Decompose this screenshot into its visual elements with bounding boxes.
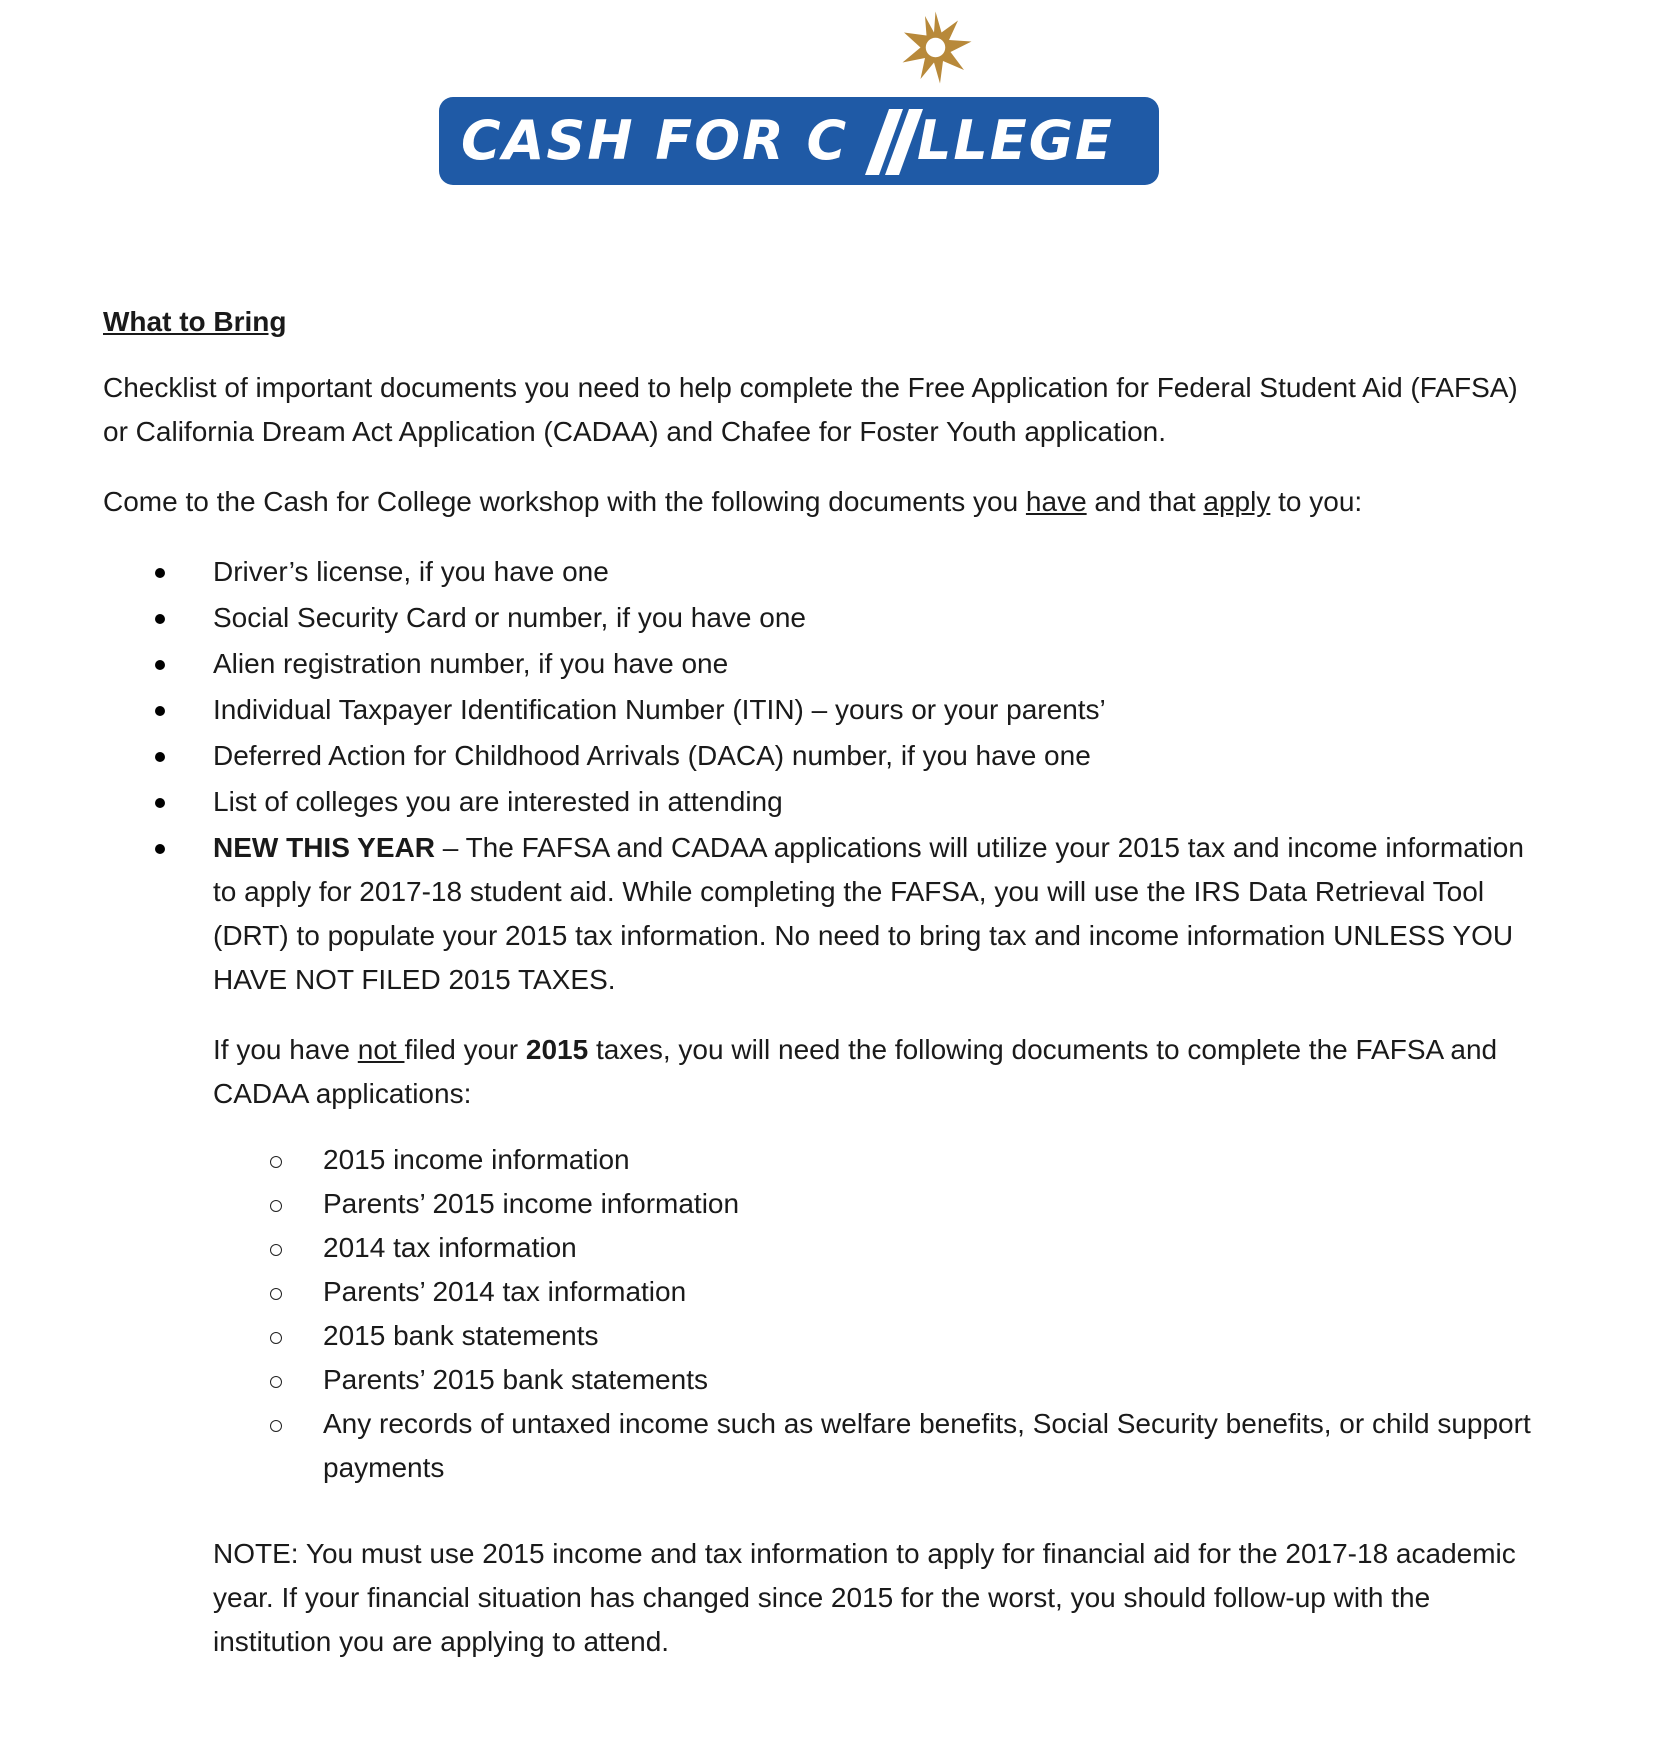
note-paragraph: NOTE: You must use 2015 income and tax information to apply for financial aid for the 2017-18 academic year. If your financial situation has changed since 2015 for the worst, you should follow-up with the institution you are applying to attend. (213, 1538, 1516, 1657)
logo-text-right: LLEGE (917, 109, 1114, 172)
not-filed-text: taxes, you will need the following documents to complete the FAFSA and CADAA applications: (213, 1034, 1498, 1109)
have-underlined: have (1025, 486, 1087, 517)
sub-list-item: Parents’ 2014 tax information (323, 1270, 1553, 1314)
logo-bar (439, 97, 1159, 185)
come-text: Come to the Cash for College workshop with the following documents you (103, 486, 1026, 517)
come-text: and that (1086, 486, 1204, 517)
intro-paragraph: Checklist of important documents you need to help complete the Free Application for Federal Student Aid (FAFSA) or California Dream Act Application (CADAA) and Chafee for Foster Youth application. (103, 372, 1518, 447)
list-item: Driver’s license, if you have one (213, 550, 1543, 594)
not-filed-text: filed your (404, 1034, 526, 1065)
list-item: Social Security Card or number, if you have one (213, 596, 1543, 640)
cash-for-college-logo (439, 10, 1159, 185)
list-item: List of colleges you are interested in attending (213, 780, 1543, 824)
year-bold: 2015 (525, 1034, 589, 1065)
sub-list-item: 2015 income information (323, 1138, 1553, 1182)
list-item: Alien registration number, if you have one (213, 642, 1543, 686)
list-item: Individual Taxpayer Identification Number (ITIN) – yours or your parents’ (213, 688, 1543, 732)
new-this-year-label: NEW THIS YEAR (213, 832, 435, 863)
apply-underlined: apply (1203, 486, 1271, 517)
star-icon (898, 10, 973, 85)
not-filed-text: If you have (213, 1034, 358, 1065)
not-filed-documents-list (323, 1138, 1553, 1490)
logo-text-left: CASH FOR C (461, 109, 849, 172)
sub-list-item: Parents’ 2015 income information (323, 1182, 1553, 1226)
list-item: Deferred Action for Childhood Arrivals (DACA) number, if you have one (213, 734, 1543, 778)
come-text: to you: (1270, 486, 1363, 517)
page-title: What to Bring (103, 306, 287, 337)
list-item-new-this-year (213, 826, 1543, 1002)
sub-list-item: 2014 tax information (323, 1226, 1553, 1270)
document-checklist (213, 550, 1543, 1004)
come-paragraph (103, 480, 1533, 524)
not-filed-paragraph (213, 1028, 1543, 1116)
sub-list-item: Any records of untaxed income such as welfare benefits, Social Security benefits, or child support payments (323, 1402, 1553, 1490)
sub-list-item: Parents’ 2015 bank statements (323, 1358, 1553, 1402)
not-underlined: not (357, 1034, 405, 1065)
sub-list-item: 2015 bank statements (323, 1314, 1553, 1358)
new-this-year-text: – The FAFSA and CADAA applications will utilize your 2015 tax and income information to apply for 2017-18 student aid. While completing the FAFSA, you will use the IRS Data Retrieval Tool (DRT) to populate your 2015 tax information. No need to bring tax and income information UNLESS YOU HAVE NOT FILED 2015 TAXES. (213, 832, 1524, 995)
